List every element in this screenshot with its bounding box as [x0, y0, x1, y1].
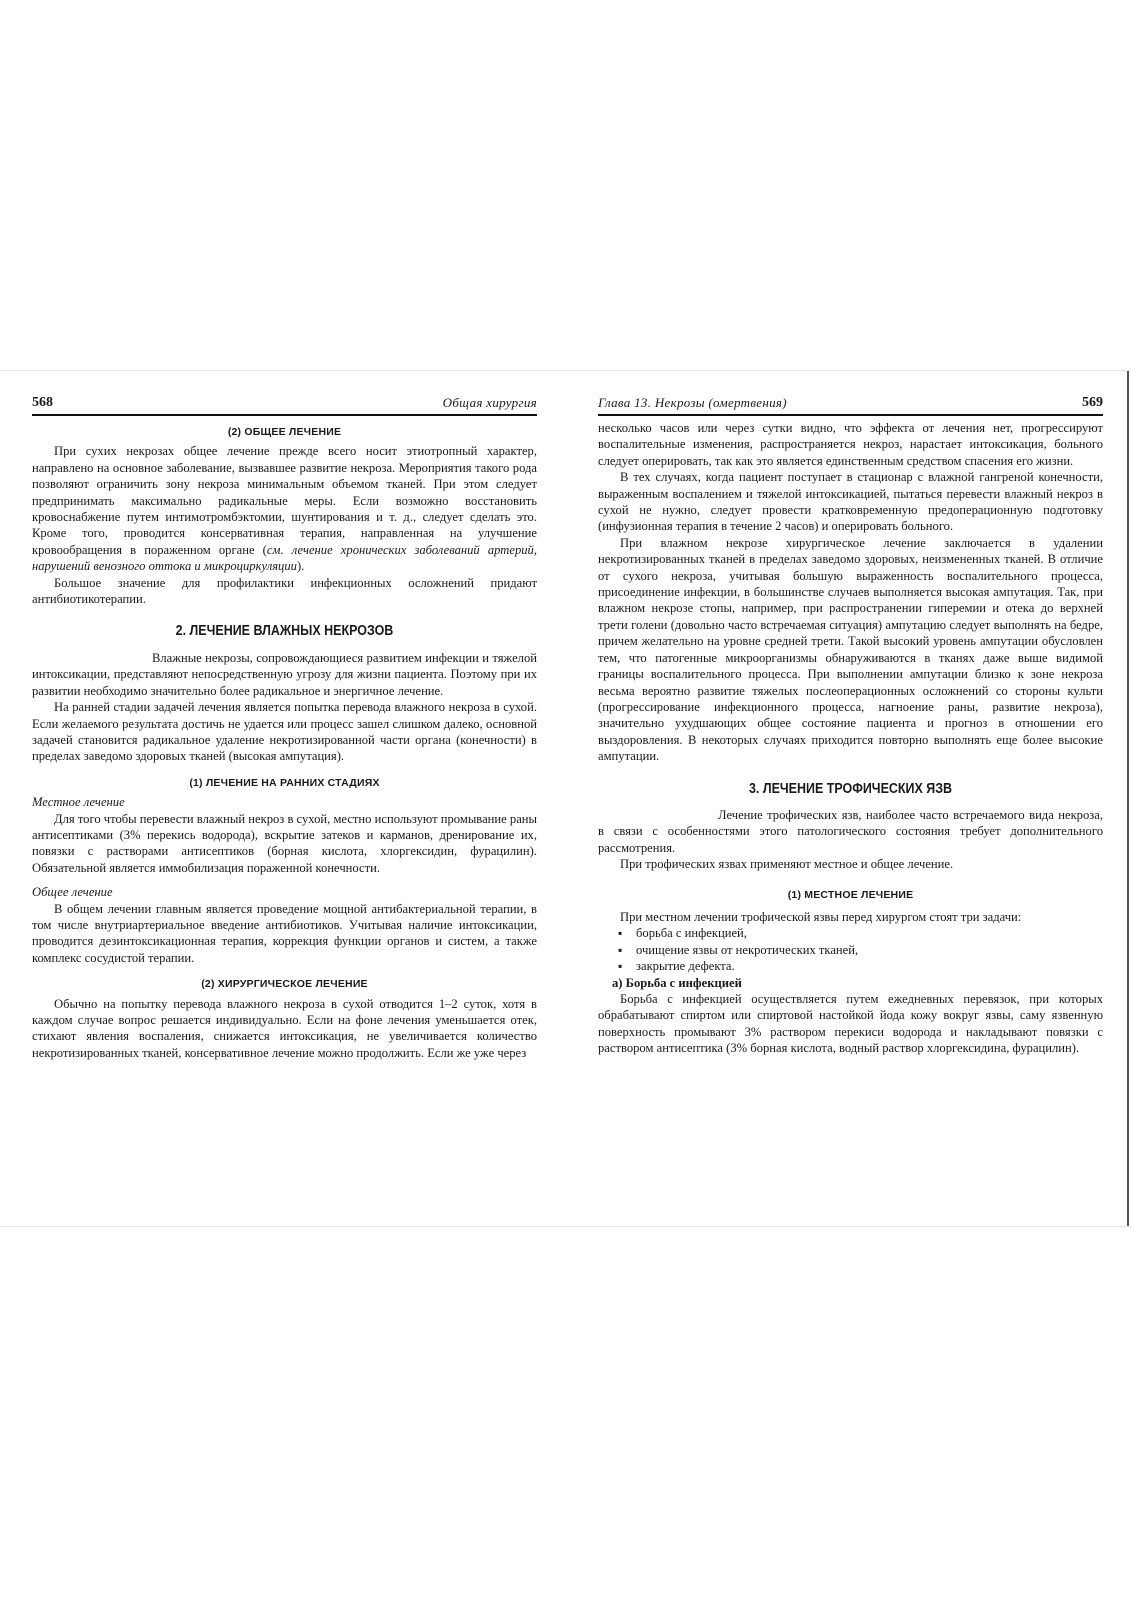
subheading-surgical: (2) ХИРУРГИЧЕСКОЕ ЛЕЧЕНИЕ — [201, 978, 368, 991]
list-item: ▪ закрытие дефекта. — [618, 958, 1103, 974]
list-item: ▪ борьба с инфекцией, — [618, 925, 1103, 941]
paragraph: Влажные некрозы, сопровождающиеся развитием инфекции и тяжелой интоксикации, представляют непосредственную угрозу для жизни пациента. Поэтому при их развитии необходимо значительно более радикальное и энергичное лечение. — [32, 650, 537, 698]
paragraph: Лечение трофических язв, наиболее часто встречаемого вида некроза, в связи с особенностями этого патологического состояния требует дополнительного рассмотрения. — [598, 807, 1103, 855]
italic-heading-general: Общее лечение — [32, 885, 113, 900]
running-header-right — [598, 391, 1103, 416]
paragraph: Обычно на попытку перевода влажного некроза в сухой отводится 1–2 суток, хотя в каждом случае вопрос решается индивидуально. Если на фоне лечения уменьшается отек, стихают явления воспаления, снижается интоксикация, не увеличивается количество некротизированных тканей, консервативное лечение можно продолжить. Если же уже через — [32, 996, 537, 1060]
paragraph: Для того чтобы перевести влажный некроз в сухой, местно используют промывание раны антисептиками (3% перекись водорода), вскрытие затеков и карманов, дренирование их, повязки с растворами антисептиков (борная кислота, хлоргексидин, фурацилин). Обязательной является иммобилизация пораженной конечности. — [32, 811, 537, 875]
running-title-left: Общая хирургия — [442, 395, 537, 410]
italic-heading-local: Местное лечение — [32, 795, 125, 810]
book-spread — [0, 370, 1131, 1227]
paragraph: несколько часов или через сутки видно, что эффекта от лечения нет, прогрессируют воспалительные изменения, распространяется некроз, нарастает интоксикация, больного следует оперировать, так как это является единственным средством спасения его жизни. — [598, 421, 1103, 468]
right-page — [598, 391, 1103, 1057]
paragraph: В общем лечении главным является проведение мощной антибактериальной терапии, в том числе внутриартериальное введение антибиотиков. Учитывая наличие интоксикации, проводится дезинтоксикационная терапия, коррекция функции органов и систем, а также комплекс сосудистой терапии. — [32, 901, 537, 965]
list-item: ▪ очищение язвы от некротических тканей, — [618, 942, 1103, 958]
subheading-general-treatment: (2) ОБЩЕЕ ЛЕЧЕНИЕ — [227, 426, 342, 438]
section-heading-trophic-ulcers: 3. ЛЕЧЕНИЕ ТРОФИЧЕСКИХ ЯЗВ — [748, 780, 953, 797]
page-number-left: 568 — [32, 395, 53, 410]
paragraph: На ранней стадии задачей лечения является попытка перевода влажного некроза в сухой. Если желаемого результата достичь не удается или процесс зашел слишком далеко, основной задачей становится радикальное удаление некротизированной части органа (конечности) в пределах заведомо здоровых тканей (высокая ампутация). — [32, 700, 537, 764]
paragraph: При трофических язвах применяют местное и общее лечение. — [620, 857, 954, 872]
running-header-left — [32, 391, 537, 416]
paragraph: При местном лечении трофической язвы перед хирургом стоят три задачи: — [620, 909, 1022, 924]
paragraph: В тех случаях, когда пациент поступает в стационар с влажной гангреной конечности, выраженным воспалением и тяжелой интоксикацией, пытаться перевести влажный некроз в сухой не нужно, следует провести кратковременную предоперационную подготовку (инфузионная терапия в течение 2 часов) и оперировать больного. — [598, 470, 1103, 534]
paragraph: При влажном некрозе хирургическое лечение заключается в удалении некротизированных тканей в пределах заведомо здоровых, неизмененных тканей. В отличие от сухого некроза, учитывая большую выраженность воспалительного процесса, присоединение инфекции, в большинстве случаев выполняется высокая ампутация. Так, при влажном некрозе стопы, например, при распространении гиперемии и отека до верхней трети голени (довольно часто встречаемая ситуация) ампутацию следует выполнять на бедре, причем желательно на уровне средней трети. Такой высокий уровень ампутации обусловлен тем, что патогенные микроорганизмы обнаруживаются в тканях даже выше видимой границы воспалительного процесса. При выполнении ампутации близко к зоне некроза весьма вероятно развитие тяжелых послеоперационных осложнений со стороны культи (прогрессирование инфекционного процесса, нагноение раны, развитие некроза), значительно ухудшающих общее состояние пациента и прогноз в отношении его выздоровления. В некоторых случаях приходится повторно выполнять еще более высокие ампутации. — [598, 535, 1103, 764]
running-title-right: Глава 13. Некрозы (омертвения) — [598, 395, 787, 410]
paragraph: При сухих некрозах общее лечение прежде всего носит этиотропный характер, направлено на основное заболевание, вызвавшее развитие некроза. Мероприятия такого рода позволяют ограничить зону некроза минимальным объемом тканей. При этом следует предпринимать максимально радикальные меры. Если возможно восстановить кровоснабжение путем интимотромбэктомии, шунтирования и т. д., следует сделать это. Кроме того, проводится консервативная терапия, направленная на улучшение кровообращения в пораженном органе (см. лечение хронических заболеваний артерий, нарушений венозного оттока и микроциркуляции). — [32, 444, 537, 574]
left-page-text — [32, 424, 537, 1061]
section-heading-wet-necrosis: 2. ЛЕЧЕНИЕ ВЛАЖНЫХ НЕКРОЗОВ — [175, 623, 394, 640]
left-page — [32, 391, 537, 1061]
heading-fight-infection: а) Борьба с инфекцией — [612, 975, 742, 990]
task-list — [598, 925, 1103, 974]
page-edge — [1127, 371, 1129, 1226]
paragraph: Большое значение для профилактики инфекционных осложнений придают антибиотикотерапии. — [32, 575, 537, 607]
right-page-text — [598, 420, 1103, 1057]
subheading-local-treatment: (1) МЕСТНОЕ ЛЕЧЕНИЕ — [787, 888, 914, 901]
subheading-early-stages: (1) ЛЕЧЕНИЕ НА РАННИХ СТАДИЯХ — [189, 776, 380, 789]
page-number-right: 569 — [1082, 395, 1103, 410]
paragraph: Борьба с инфекцией осуществляется путем ежедневных перевязок, при которых обрабатывают спиртом или спиртовой настойкой йода кожу вокруг язвы, саму язвенную поверхность промывают 3% раствором перекиси водорода и накладывают повязки с раствором антисептика (3% борная кислота, водный раствор хлоргексидина, фурацилин). — [598, 992, 1103, 1056]
